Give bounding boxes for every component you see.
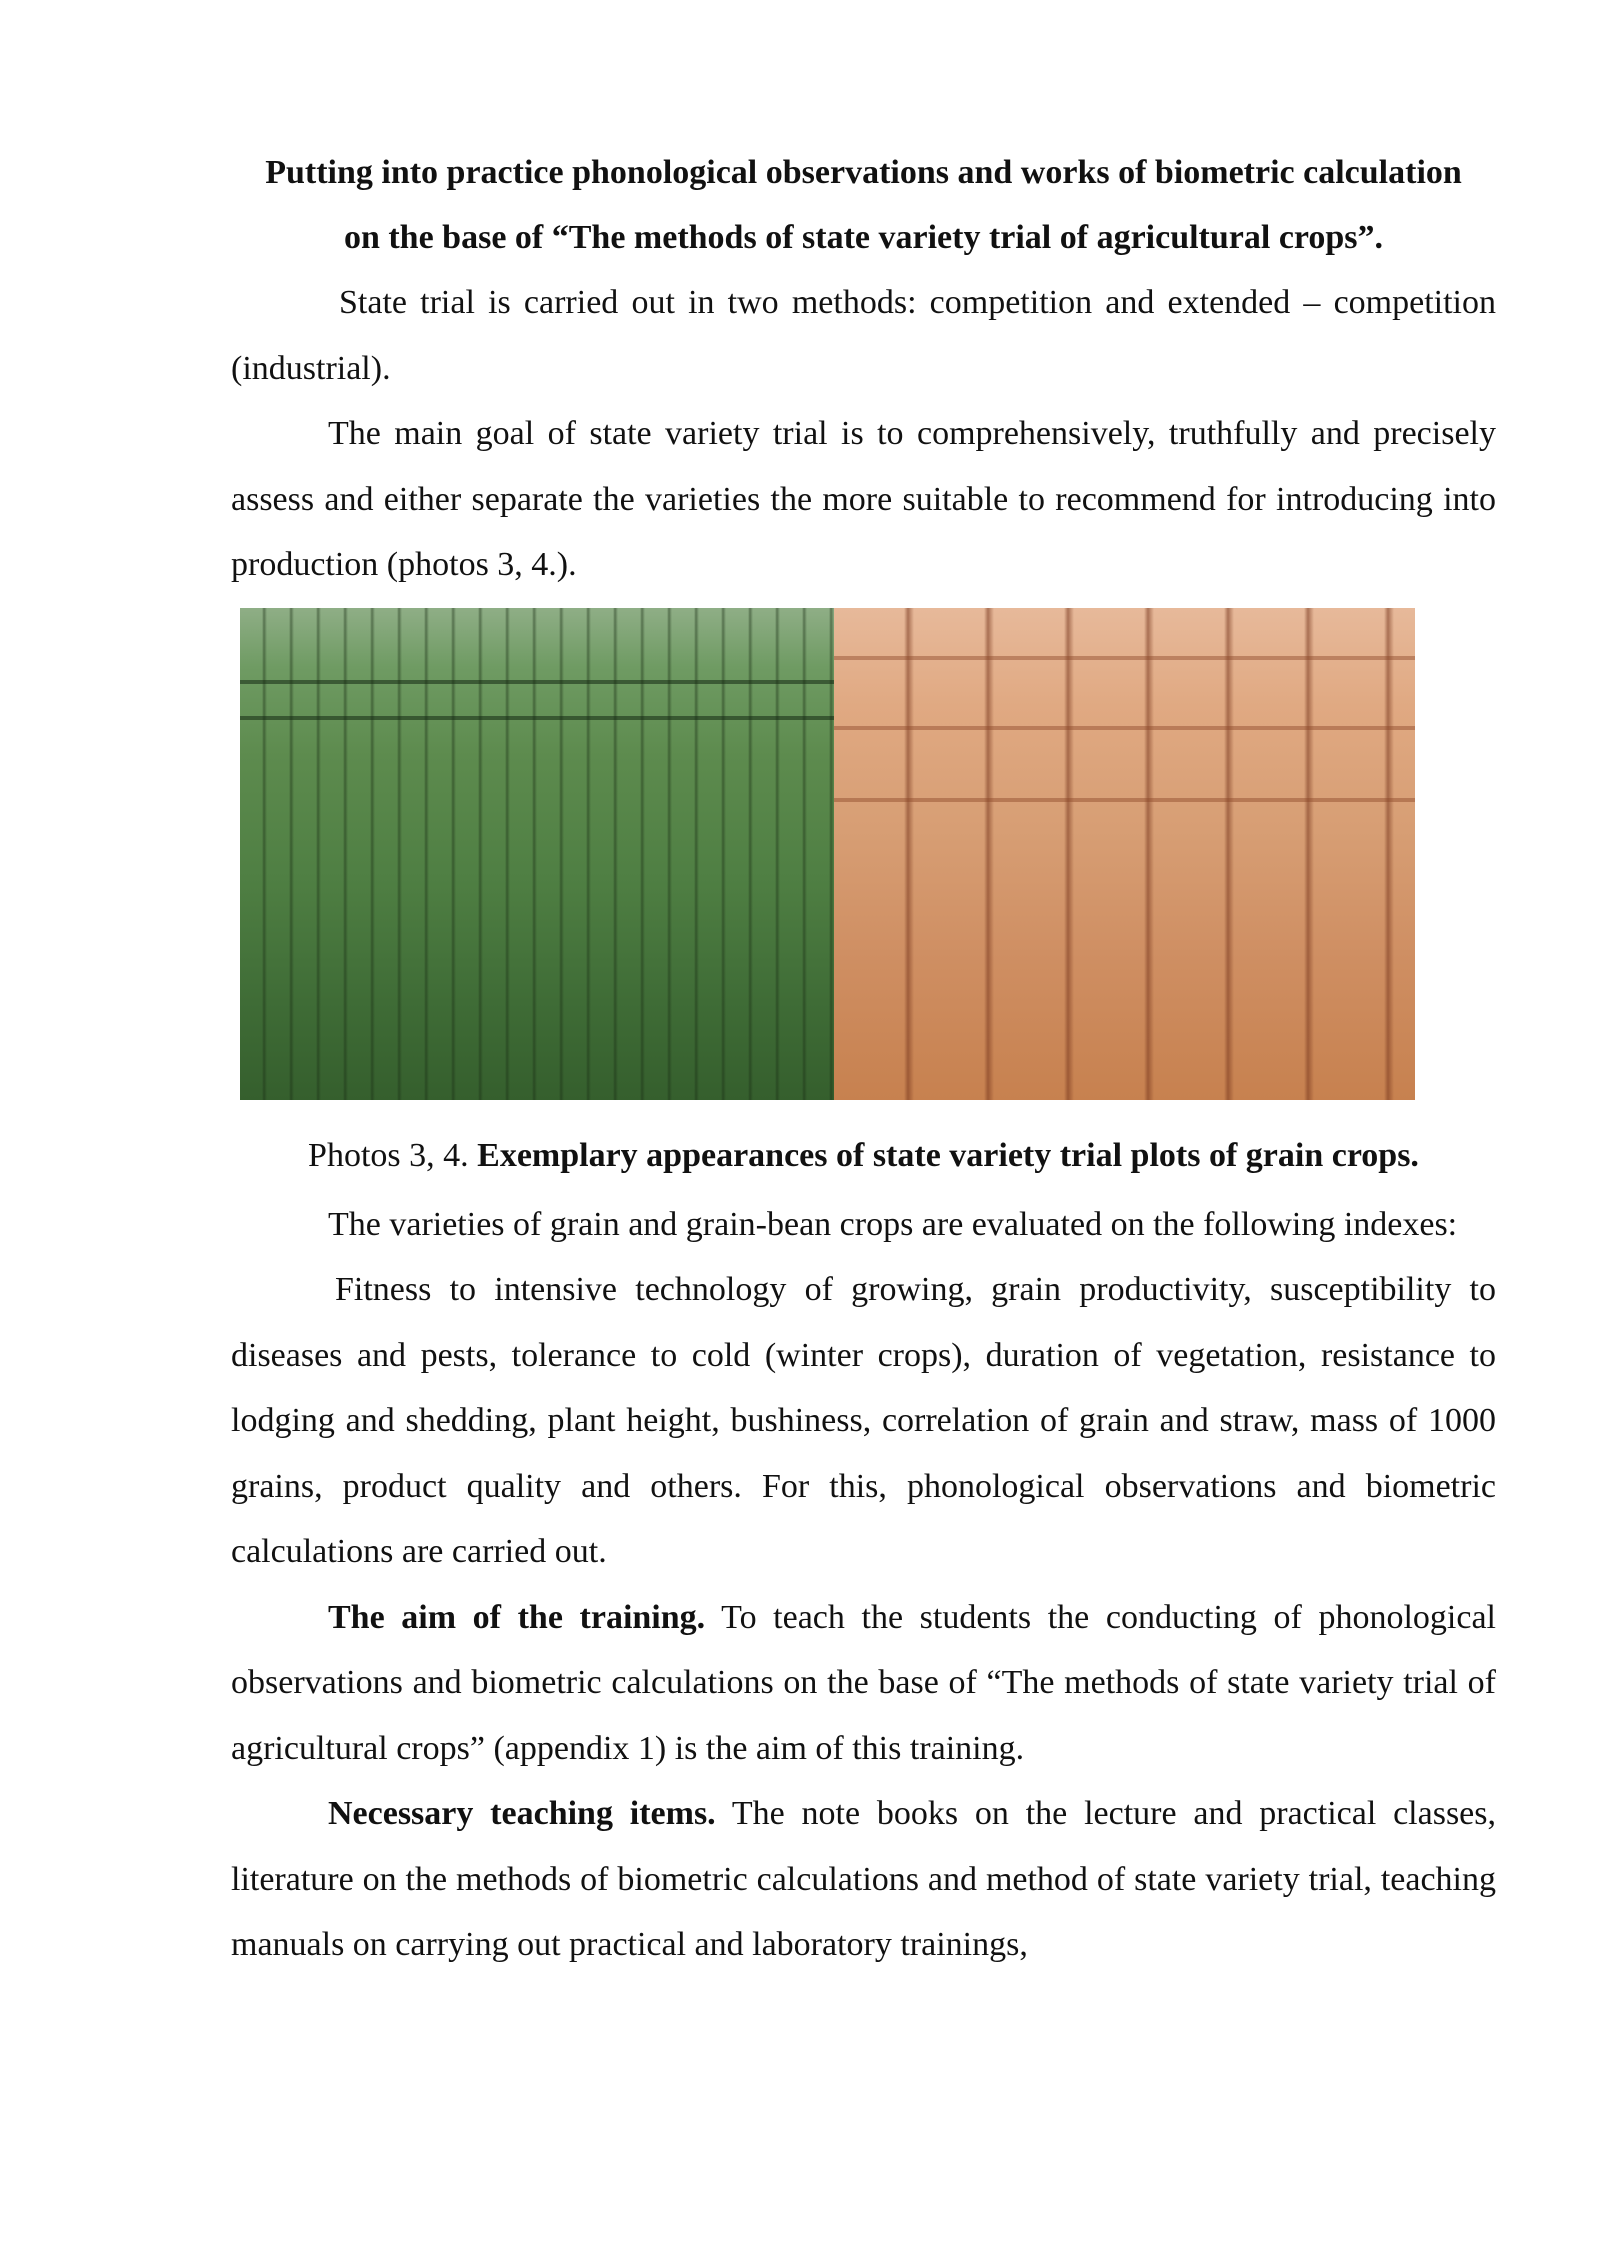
paragraph-state-trial: State trial is carried out in two methods: competition and extended – competition (industrial). xyxy=(231,284,1496,387)
paragraph-main-goal: The main goal of state variety trial is to comprehensively, truthfully and precisely assess and either separate the varieties the more suitable to recommend for introducing into production (photos 3, 4.). xyxy=(231,415,1496,583)
paragraph-indexes: Fitness to intensive technology of growing, grain productivity, susceptibility to diseases and pests, tolerance to cold (winter crops), duration of vegetation, resistance to lodging and shedding, plant height, bushiness, correlation of grain and straw, mass of 1000 grains, product quality and others. For this, phonological observations and biometric calculations are carried out. xyxy=(231,1271,1496,1570)
paragraph-varieties: The varieties of grain and grain-bean crops are evaluated on the following indexes: xyxy=(328,1205,1458,1243)
caption-prefix: Photos 3, 4. xyxy=(308,1136,478,1174)
aim-heading: The aim of the training. xyxy=(328,1598,706,1636)
paragraph-aim xyxy=(231,1585,1496,1782)
teaching-items-heading: Necessary teaching items. xyxy=(328,1795,716,1832)
aim-body: To teach the students the conducting of phonological observations and biometric calculations on the base of “The methods of state variety trial of agricultural crops” (appendix 1) is the aim of this training. xyxy=(231,1598,1497,1767)
photo-3-green-plots xyxy=(240,608,834,1100)
paragraph-teaching-items xyxy=(231,1781,1496,1978)
document-page xyxy=(231,140,1496,1978)
teaching-items-body: The note books on the lecture and practical classes, literature on the methods of biometric calculations and method of state variety trial, teaching manuals on carrying out practical and laboratory trainings, xyxy=(231,1795,1497,1963)
photo-4-golden-plots xyxy=(834,608,1415,1100)
caption-bold: Exemplary appearances of state variety trial plots of grain crops. xyxy=(477,1136,1419,1174)
photos-3-4 xyxy=(240,608,1415,1100)
photo-caption xyxy=(231,1130,1496,1182)
document-title: Putting into practice phonological observations and works of biometric calculation on the base of “The methods of state variety trial of agricultural crops”. xyxy=(265,154,1462,256)
